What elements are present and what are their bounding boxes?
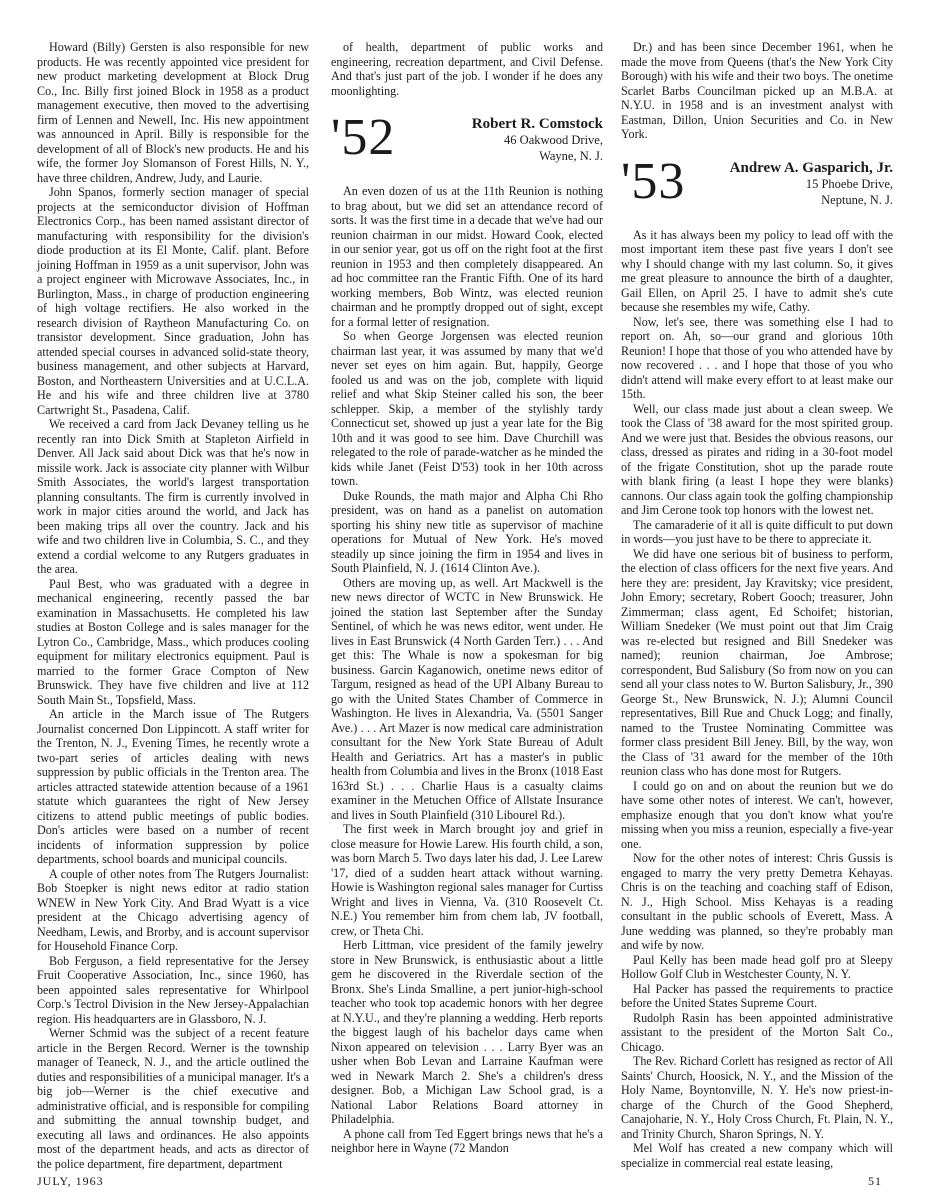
paragraph: We received a card from Jack Devaney telling us he recently ran into Dick Smith at Stapleton Airfield in Denver. All Jack said about Dick was that he's now in missile work. Jack is associate city planner with Wilbur Smith Associates, the world's largest transportation planning consultants. The firm is currently involved in work in major cities around the world, and Jack has been making trips all over the country. Jack and his wife and two children live in Columbia, S. C., and they extend a cordial welcome to any Rutgers graduates in the area. [37,417,309,576]
paragraph-list [37,40,309,1171]
class-correspondent [730,160,893,208]
class-header-53 [621,152,893,222]
paragraph-list [621,40,893,142]
paragraph: The camaraderie of it all is quite difficult to put down in words—you just have to be there to appreciate it. [621,517,893,546]
class-header-52 [331,109,603,178]
paragraph: Now for the other notes of interest: Chris Gussis is engaged to marry the very pretty Demetra Kehayas. Chris is on the teaching and coaching staff of Edison, N. J., High School. Miss Kehayas is a reading consultant in the public schools of Everett, Mass. A June wedding was planned, so they're probably man and wife by now. [621,851,893,952]
paragraph-list [331,40,603,98]
paragraph-list [621,228,893,1171]
paragraph: So when George Jorgensen was elected reunion chairman last year, it was assumed by many that we'd never set eyes on him again. But, happily, George fooled us and was on the job, complete with liquid relief and what Skip Steiner called his son, the beer schlepper. Skip, a member of the stylishly tardy Connecticut set, showed up just a year late for the Big 10th and it was good to see him. Dave Churchill was relegated to the role of parade-watcher as he minded the kids while Janet (Feist D'53) took in her 10th across town. [331,329,603,488]
paragraph: Now, let's see, there was something else I had to report on. Ah, so—our grand and glorious 10th Reunion! I hope that those of you who attended have by now recovered . . . and I hope that those of you who didn't attend will make every effort to at least make our 15th. [621,314,893,401]
paragraph: of health, department of public works and engineering, recreation department, and Civil Defense. And that's just part of the job. I wonder if he does any moonlighting. [331,40,603,98]
column-middle [331,40,603,1170]
paragraph: Paul Kelly has been made head golf pro at Sleepy Hollow Golf Club in Westchester County, N. Y. [621,952,893,981]
paragraph: Rudolph Rasin has been appointed administrative assistant to the president of the Morton Salt Co., Chicago. [621,1010,893,1054]
paragraph: An even dozen of us at the 11th Reunion is nothing to brag about, but we did set an attendance record of sorts. It was the first time in a decade that we've had our reunion chairman in our midst. Howard Cook, elected in our senior year, got us off on the right foot at the first reunion in 1953 and then completely disappeared. An ad hoc committee ran the Frantic Fifth. One of its hard working members, Bob Wintz, was elected reunion chairman and he promptly dropped out of sight, except for a formal letter of resignation. [331,184,603,329]
paragraph: Paul Best, who was graduated with a degree in mechanical engineering, recently passed the bar examination in Massachusetts. He completed his law studies at Boston College and is sales manager for the Lytron Co., Cambridge, Mass., which produces cooling equipment for military electronics equipment. Paul is married to the former Grace Compton of New Brunswick. They have five children and live at 112 South Main St., Topsfield, Mass. [37,576,309,707]
paragraph: The first week in March brought joy and grief in close measure for Howie Larew. His fourth child, a son, was born March 5. Two days later his dad, J. Lee Larew '17, died of a sudden heart attack without warning. Howie is Washington regional sales manager for Curtiss Wright and lives in Vienna, Va. (310 Roosevelt Ct. N.E.) You remember him from chem lab, JV football, crew, or Theta Chi. [331,822,603,938]
paragraph: We did have one serious bit of business to perform, the election of class officers for the next five years. And here they are: president, Jay Kravitsky; vice president, John Emory; secretary, Robert Gooch; treasurer, John Zimmerman; class agent, Ed Schoifet; historian, William Snedeker (We must point out that Jim Craig was re-elected but resigned and Bill Snedeker was named); reunion chairman, Joe Ambrose; correspondent, Bud Salisbury (So from now on you can send all your class notes to W. Burton Salisbury, Jr., 390 George St., New Brunswick, N. J.); Alumni Council representatives, Bill Rue and Chuck Logg; and finally, named to the Trustee Nominating Committee was former class president Bill Jeney. Bill, by the way, won the Class of '31 award for the member of the 10th reunion class who has done most for Rutgers. [621,546,893,778]
paragraph: Duke Rounds, the math major and Alpha Chi Rho president, was on hand as a panelist on automation sporting his shiny new title as supervisor of machine operations for Mutual of New York. He's moved steadily up since joining the firm in 1954 and lives in South Plainfield, N. J. (1614 Clinton Ave.). [331,488,603,575]
column-left [37,40,309,1171]
paragraph: Well, our class made just about a clean sweep. We took the Class of '38 award for the most spirited group. And we were just that. Besides the obvious reasons, our class, dressed as pirates and riding in a 30-foot model of the frigate Constitution, shot up the parade route with blank firing (a least I hope they were blanks) cannons. Our class again took the golfing championship and Jim Cerone took top honors with the lowest net. [621,401,893,517]
paragraph: A couple of other notes from The Rutgers Journalist: Bob Stoepker is night news editor at radio station WNEW in New York City. And Brad Wyatt is a vice president at the Chicago advertising agency of Needham, Lewis, and Brorby, and is account supervisor for Household Finance Corp. [37,866,309,953]
paragraph: Bob Ferguson, a field representative for the Jersey Fruit Cooperative Association, Inc., since 1960, has been appointed sales representative for Whirlpool Corp.'s Tectrol Division in the New Jersey-Appalachian region. His headquarters are in Glassboro, N. J. [37,953,309,1026]
paragraph: Werner Schmid was the subject of a recent feature article in the Bergen Record. Werner is the township manager of Teaneck, N. J., and the article outlined the duties and responsibilities of a municipal manager. It's a big job—Werner is the chief executive and administrative official, and is responsible for compiling and submitting the annual township budget, and executing all laws and ordinances. He also appoints most of the department heads, and acts as director of the police department, fire department, department [37,1026,309,1171]
footer-date: JULY, 1963 [37,1174,104,1188]
correspondent-city: Wayne, N. J. [539,149,603,163]
paragraph: John Spanos, formerly section manager of special projects at the semiconductor division of Hoffman Electronics Corp., has been named assistant director of manufacturing with responsibility for the division's diode production at its El Monte, Calif. plant. Before joining Hoffman in 1959 as a unit supervisor, John was a project engineer with Microwave Associates, Inc., in Burlington, Mass., in charge of production engineering of high voltage rectifiers. He also worked in the research division of Raytheon Manufacturing Co. on transistor development. Since graduation, John has attended special courses in advanced solid-state theory, business management, and other subjects at Harvard, Boston, and Northeastern Universities and at U.C.L.A. He and his wife and three children live at 3780 Cartwright St., Pasadena, Calif. [37,185,309,417]
paragraph: Mel Wolf has created a new company which will specialize in commercial real estate leasing, [621,1141,893,1170]
paragraph: Hal Packer has passed the requirements to practice before the United States Supreme Court. [621,981,893,1010]
paragraph: As it has always been my policy to lead off with the most important item these past five years I don't see why I should change with my last column. So, it gives me great pleasure to announce the birth of a daughter, Gail Ellen, on April 25. I have to admit she's cute because she resembles my wife, Cathy. [621,227,893,314]
page-number: 51 [868,1174,882,1188]
paragraph: A phone call from Ted Eggert brings news that he's a neighbor here in Wayne (72 Mandon [331,1126,603,1155]
correspondent-street: 46 Oakwood Drive, [504,133,603,147]
correspondent-name: Andrew A. Gasparich, Jr. [729,159,893,176]
paragraph: The Rev. Richard Corlett has resigned as rector of All Saints' Church, Hoosick, N. Y., and the Mission of the Holy Name, Boyntonville, N. Y. He's now priest-in-charge of the Church of the Good Shepherd, Canajoharie, N. Y., Holy Cross Church, Ft. Plain, N. Y., and Trinity Church, Sharon Springs, N. Y. [621,1054,893,1141]
correspondent-street: 15 Phoebe Drive, [805,176,893,191]
column-right [621,40,893,1170]
paragraph-list [331,184,603,1156]
paragraph: Others are moving up, as well. Art Mackwell is the new news director of WCTC in New Brunswick. He joined the station last September after the Sunday Sentinel, of which he was news editor, went under. He lives in East Brunswick (4 North Garden Terr.) . . . And get this: The Whale is now a spokesman for big business. Garcin Kaganowich, onetime news editor of Targum, resigned as head of the UPI Albany Bureau to go with the United States Chamber of Commerce in Washington. He lives in Alexandria, Va. (5501 Sanger Ave.) . . . Art Mazer is now medical care administration consultant for the New York State Bureau of Adult Health and Geriatrics. Art has a master's in public health from Columbia and lives in the Bronx (1018 East 163rd St.) . . . Charlie Haus is a casualty claims examiner in the Metuchen Office of Allstate Insurance and lives in South Plainfield (310 Libourel Rd.). [331,575,603,822]
class-correspondent [472,116,603,164]
paragraph: I could go on and on about the reunion but we do have some other notes of interest. We can't, however, emphasize enough that you don't know what you're missing when you miss a reunion, especially a five-year one. [621,778,893,851]
class-year: '53 [621,152,686,210]
paragraph: Howard (Billy) Gersten is also responsible for new products. He was recently appointed vice president for new product marketing development at Block Drug Co., Inc. Billy first joined Block in 1958 as a product management executive, then moved to the advertising firm of Lennen and Newell, Inc. His new appointment was announced in April. Billy is responsible for the development of all of Block's new products. He and his wife, the former Joy Slomanson of Forest Hills, N. Y., have three children, Andrew, Judy, and Laurie. [37,40,309,185]
paragraph: Dr.) and has been since December 1961, when he made the move from Queens (that's the New York City Borough) with his wife and their two boys. The onetime Scarlet Barbs Councilman picked up an M.B.A. at N.Y.U. in 1958 and is an investment analyst with Eastman, Dillon, Union Securities and Co. in New York. [621,40,893,141]
class-year: '52 [331,109,396,166]
paragraph: An article in the March issue of The Rutgers Journalist concerned Don Lippincott. A staff writer for the Trenton, N. J., Evening Times, he recently wrote a two-part series of articles dealing with news suppression by public officials in the Trenton area. The articles attracted statewide attention because of a 1961 statute which guarantees the right of New Jersey citizens to attend public meetings of public bodies. Don's articles were based on a number of recent incidents of information suppression by police departments, school boards and municipal councils. [37,707,309,866]
correspondent-name: Robert R. Comstock [471,116,603,132]
correspondent-city: Neptune, N. J. [821,192,893,207]
paragraph: Herb Littman, vice president of the family jewelry store in New Brunswick, is enthusiastic about a little gem he discovered in the Riverdale section of the Bronx. She's Linda Smalline, a pert junior-high-school teacher who took top academic honors with her degree at N.Y.U., and they're planning a wedding. Herb reports the biggest laugh of his bachelor days came when Nixon appeared on television . . . Larry Byer was an usher when Bob Levan and Larraine Kaufman were wed in Newark March 2. She's a children's dress designer. Bob, a Michigan Law School grad, is a National Labor Relations Board attorney in Philadelphia. [331,938,603,1126]
